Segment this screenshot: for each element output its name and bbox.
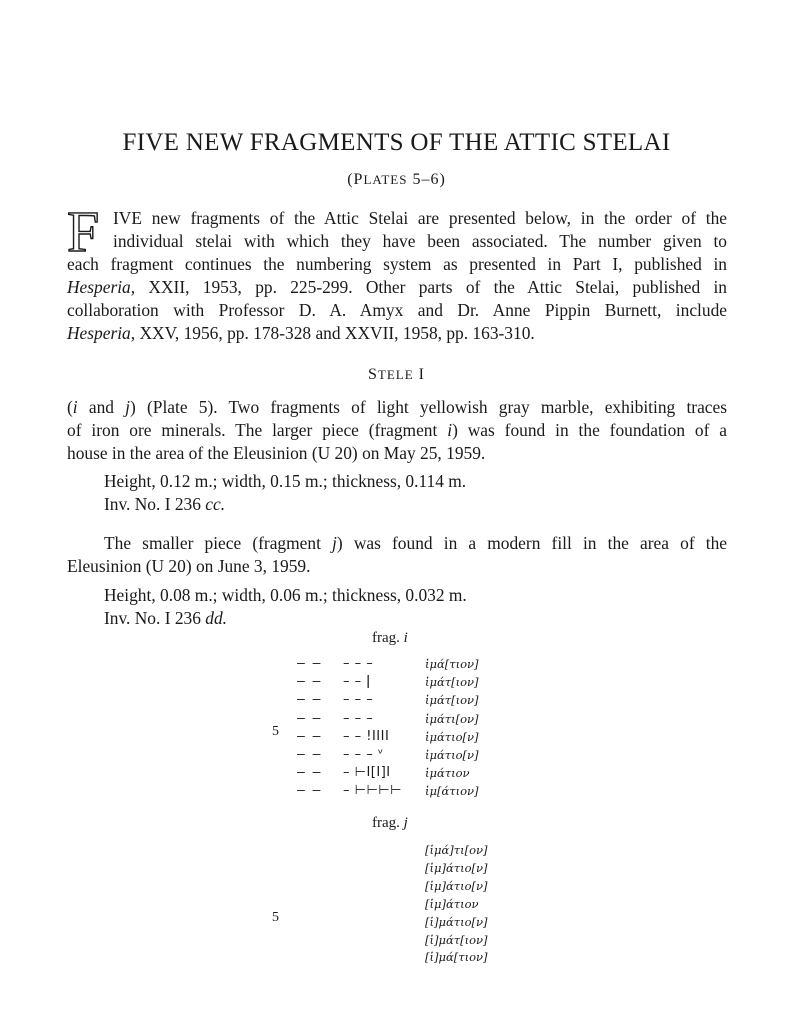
frag-i-greek-line: ἱμάτιον — [425, 766, 470, 781]
plates-reference — [0, 171, 793, 189]
frag-i-dashes-left: – – — [297, 692, 321, 708]
frag-i-greek-line: ἱμάτι[ον] — [425, 711, 479, 726]
heading-num: I — [413, 366, 425, 383]
plates-word: LATES — [363, 172, 408, 187]
stele-line-3: house in the area of the Eleusinion (U 20) on May 25, 1959. — [67, 443, 486, 463]
frag-word: frag. — [372, 630, 404, 646]
section-heading — [0, 366, 793, 384]
frag-i-dashes-left: – – — [297, 783, 321, 799]
frag-i-greek-line: ἱμά[τιον] — [425, 657, 479, 671]
measurements-i: Height, 0.12 m.; width, 0.15 m.; thickness, 0.114 m. — [104, 471, 467, 491]
frag-i-greek-line: ἱμάτιο[ν] — [425, 729, 479, 744]
frag-i-greek-line: ἱμάτ[ιον] — [425, 675, 479, 690]
stele-line-2 — [67, 420, 727, 441]
inventory-i — [104, 494, 225, 515]
frag-j-label — [372, 815, 408, 832]
plates-range: 5–6) — [407, 171, 446, 188]
inv-suffix: cc. — [205, 494, 226, 514]
heading-first: S — [368, 366, 378, 383]
stele-line-2-b: ) was found in the foundation of a — [452, 420, 727, 440]
drop-cap: F — [67, 199, 100, 264]
stele-line-5: Eleusinion (U 20) on June 3, 1959. — [67, 556, 311, 576]
frag-i-numerals: – – – — [343, 710, 374, 726]
journal-name: Hesperia, — [67, 277, 136, 297]
intro-line-3: each fragment continues the numbering system as presented in Part I, published in — [67, 254, 727, 274]
frag-j-greek-line: [ἱ]μάτ[ιον] — [425, 932, 488, 947]
intro-line-1: IVE new fragments of the Attic Stelai are presented below, in the order of the — [113, 208, 727, 228]
frag-j-greek-line: [ἱ]μάτιο[ν] — [425, 914, 488, 929]
frag-j-greek-line: [ἱμ]άτιον — [425, 896, 479, 911]
frag-i-numerals: – ⊢⊢⊢⊢ — [343, 783, 402, 799]
measurements-j: Height, 0.08 m.; width, 0.06 m.; thickness, 0.032 m. — [104, 585, 467, 605]
frag-i-numerals: – – ǀ — [343, 674, 371, 690]
frag-j-line-number: 5 — [272, 910, 279, 925]
frag-j-greek-line: [ἱμ]άτιο[ν] — [425, 860, 488, 875]
frag-letter-j: j — [332, 533, 337, 553]
frag-j-greek-line: [ἱ]μά[τιον] — [425, 950, 488, 965]
frag-i-numerals: – – – ᵛ — [343, 747, 384, 762]
inv-suffix: dd. — [205, 608, 228, 628]
conj: and — [77, 397, 126, 417]
inventory-j — [104, 608, 227, 629]
heading-rest: TELE — [377, 367, 414, 382]
frag-letter: i — [403, 630, 408, 646]
journal-name: Hesperia, — [67, 323, 136, 343]
frag-i-numerals: – ⊢I[I]I — [343, 765, 391, 781]
frag-j-greek-line: [ἱμ]άτιο[ν] — [425, 878, 488, 893]
frag-i-greek-line: ἱμάτ[ιον] — [425, 693, 479, 708]
frag-i-greek-line: ἱμ[άτιον] — [425, 784, 479, 799]
frag-letter: j — [403, 815, 408, 831]
intro-line-6 — [67, 323, 535, 344]
stele-line-2-a: of iron ore minerals. The larger piece (fragment — [67, 420, 448, 440]
frag-i-dashes-left: – – — [297, 765, 321, 781]
frag-i-label — [372, 630, 408, 647]
stele-line-4-a: The smaller piece (fragment — [104, 533, 333, 553]
stele-line-1 — [67, 397, 727, 418]
intro-line-2: individual stelai with which they have been associated. The number given to — [113, 231, 727, 251]
intro-line-4-text: XXII, 1953, pp. 225-299. Other parts of the Attic Stelai, published in — [135, 277, 727, 297]
frag-i-numerals: – – !IIII — [343, 728, 390, 744]
stele-line-1-text: ) (Plate 5). Two fragments of light yellowish gray marble, exhibiting traces — [130, 397, 727, 417]
frag-i-dashes-left: – – — [297, 674, 321, 690]
intro-line-6-text: XXV, 1956, pp. 178-328 and XXVII, 1958, pp. 163-310. — [135, 323, 535, 343]
frag-i-dashes-left: – – — [297, 728, 321, 744]
plates-open: (P — [347, 171, 364, 188]
stele-line-4 — [104, 533, 727, 554]
frag-word: frag. — [372, 815, 404, 831]
frag-i-numerals: – – – — [343, 656, 374, 671]
frag-letter-i: i — [447, 420, 453, 440]
inv-label: Inv. No. I 236 — [104, 494, 206, 514]
frag-i-line-number: 5 — [272, 724, 279, 739]
frag-letter-j: j — [125, 397, 131, 417]
inv-label: Inv. No. I 236 — [104, 608, 206, 628]
frag-i-dashes-left: – – — [297, 710, 321, 726]
frag-i-numerals: – – – — [343, 692, 374, 708]
frag-j-greek-line: [ἱμά]τι[ον] — [425, 843, 488, 857]
frag-i-greek-line: ἱμάτιο[ν] — [425, 748, 479, 762]
frag-i-dashes-left: – – — [297, 656, 321, 671]
intro-line-5: collaboration with Professor D. A. Amyx and Dr. Anne Pippin Burnett, include — [67, 300, 727, 320]
frag-letter-i: i — [72, 397, 78, 417]
page-title: FIVE NEW FRAGMENTS OF THE ATTIC STELAI — [122, 129, 671, 156]
stele-line-4-b: ) was found in a modern fill in the area of the — [336, 533, 727, 553]
paren: ( — [67, 397, 73, 417]
intro-line-4 — [67, 277, 727, 298]
frag-i-dashes-left: – – — [297, 747, 321, 762]
